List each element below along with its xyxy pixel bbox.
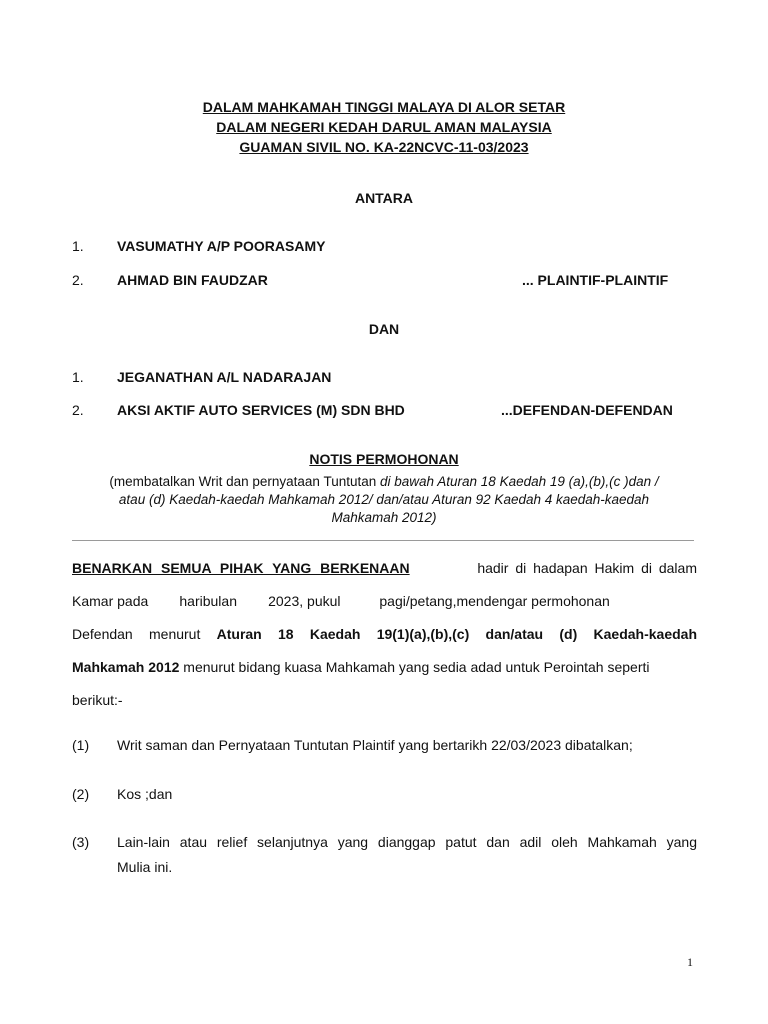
defendant-1-name: JEGANATHAN A/L NADARAJAN xyxy=(117,369,332,385)
defendant-role: ...DEFENDAN-DEFENDAN xyxy=(501,402,673,418)
order-3-number: (3) xyxy=(72,834,90,850)
state-heading: DALAM NEGERI KEDAH DARUL AMAN MALAYSIA xyxy=(216,119,552,135)
court-heading: DALAM MAHKAMAH TINGGI MALAYA DI ALOR SETAR xyxy=(202,99,566,115)
order-1-number: (1) xyxy=(72,737,90,753)
plaintiff-2-name: AHMAD BIN FAUDZAR xyxy=(117,272,268,288)
body-line-3 xyxy=(72,625,697,643)
order-3-text-continued: Mulia ini. xyxy=(117,859,173,875)
plaintiff-1-number: 1. xyxy=(72,238,84,254)
body-line-4b: menurut bidang kuasa Mahkamah yang sedia adad untuk Perointah seperti xyxy=(179,659,650,675)
plaintiff-role: ... PLAINTIF-PLAINTIF xyxy=(522,272,669,288)
section-divider xyxy=(72,540,694,541)
plaintiff-2-number: 2. xyxy=(72,272,84,288)
notice-subtitle-line-3: Mahkamah 2012) xyxy=(331,510,437,525)
order-3-text: Lain-lain atau relief selanjutnya yang dianggap patut dan adil oleh Mahkamah yang xyxy=(117,834,697,850)
body-line-1-rest: hadir di hadapan Hakim di dalam xyxy=(477,560,697,576)
notice-subtitle-1a: (membatalkan Writ dan pernyataan Tuntutan xyxy=(109,474,380,489)
notice-subtitle-1b: di bawah Aturan 18 Kaedah 19 (a),(b),(c )dan / xyxy=(379,474,659,489)
body-line-5: berikut:- xyxy=(72,692,123,708)
body-line-3b: Aturan 18 Kaedah 19(1)(a),(b),(c) dan/atau (d) Kaedah-kaedah xyxy=(216,626,697,642)
body-line-4a: Mahkamah 2012 xyxy=(72,659,180,675)
antara-label: ANTARA xyxy=(354,190,414,206)
body-line-2-text: Kamar pada haribulan 2023, pukul pagi/petang,mendengar permohonan xyxy=(72,593,610,609)
body-line-2 xyxy=(72,592,697,610)
defendant-2-name: AKSI AKTIF AUTO SERVICES (M) SDN BHD xyxy=(117,402,405,418)
body-line-1 xyxy=(72,559,697,577)
body-lead: BENARKAN SEMUA PIHAK YANG BERKENAAN xyxy=(72,560,410,576)
notice-title: NOTIS PERMOHONAN xyxy=(309,451,459,467)
order-1-text: Writ saman dan Pernyataan Tuntutan Plaintif yang bertarikh 22/03/2023 dibatalkan; xyxy=(117,737,633,753)
notice-subtitle-line-1 xyxy=(0,474,768,489)
page-number: 1 xyxy=(687,955,693,969)
order-2-text: Kos ;dan xyxy=(117,786,173,802)
defendant-2-number: 2. xyxy=(72,402,84,418)
defendant-1-number: 1. xyxy=(72,369,84,385)
plaintiff-1-name: VASUMATHY A/P POORASAMY xyxy=(117,238,326,254)
body-line-4 xyxy=(72,658,697,676)
body-line-3a: Defendan menurut xyxy=(72,626,217,642)
dan-label: DAN xyxy=(368,321,400,337)
order-2-number: (2) xyxy=(72,786,90,802)
suit-number: GUAMAN SIVIL NO. KA-22NCVC-11-03/2023 xyxy=(239,139,529,155)
notice-subtitle-line-2: atau (d) Kaedah-kaedah Mahkamah 2012/ dan/atau Aturan 92 Kaedah 4 kaedah-kaedah xyxy=(118,492,650,507)
